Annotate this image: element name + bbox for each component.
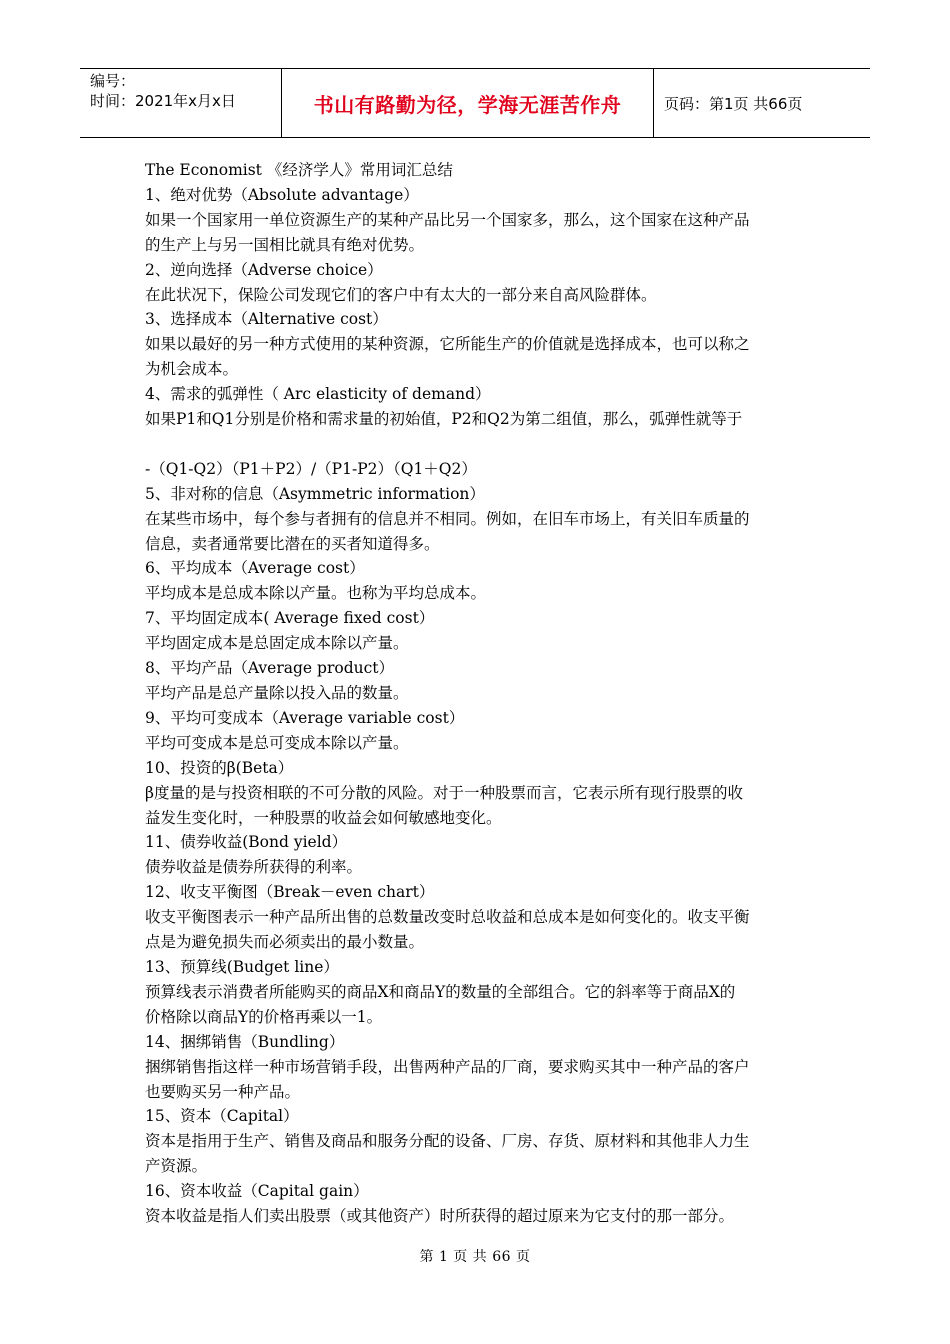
header-motto: 书山有路勤为径，学海无涯苦作舟 (282, 69, 654, 137)
term-heading: 14、捆绑销售（Bundling） (145, 1032, 345, 1051)
paragraph-line: 如果一个国家用一单位资源生产的某种产品比另一个国家多，那么，这个国家在这种产品 (145, 210, 750, 229)
paragraph-line: 为机会成本。 (145, 360, 239, 379)
paragraph-line: 平均固定成本是总固定成本除以产量。 (145, 634, 409, 653)
paragraph-line: 资本收益是指人们卖出股票（或其他资产）时所获得的超过原来为它支付的那一部分。 (145, 1207, 735, 1226)
term-heading: 3、选择成本（Alternative cost） (145, 310, 388, 329)
paragraph-line: 如果P1和Q1分别是价格和需求量的初始值，P2和Q2为第二组值，那么，弧弹性就等于 (145, 410, 743, 429)
paragraph-line: 预算线表示消费者所能购买的商品X和商品Y的数量的全部组合。它的斜率等于商品X的 (145, 982, 736, 1001)
number-label: 编号： (90, 72, 136, 90)
term-heading: 12、收支平衡图（Break－even chart） (145, 883, 435, 902)
blank-line (145, 432, 810, 457)
paragraph-line: 平均产品是总产量除以投入品的数量。 (145, 684, 409, 703)
paragraph-line: 平均成本是总成本除以产量。也称为平均总成本。 (145, 584, 487, 603)
paragraph-line: 捆绑销售指这样一种市场营销手段，出售两种产品的厂商，要求购买其中一种产品的客户 (145, 1057, 750, 1076)
term-heading: 6、平均成本（Average cost） (145, 559, 365, 578)
term-heading: 13、预算线(Budget line） (145, 957, 339, 976)
term-heading: 16、资本收益（Capital gain） (145, 1182, 369, 1201)
term-heading: 9、平均可变成本（Average variable cost） (145, 708, 465, 727)
paragraph-line: 的生产上与另一国相比就具有绝对优势。 (145, 235, 425, 254)
document-body (145, 158, 810, 1229)
document-lines (145, 183, 810, 1229)
paragraph-line: 如果以最好的另一种方式使用的某种资源，它所能生产的价值就是选择成本，也可以称之 (145, 335, 750, 354)
paragraph-line: 产资源。 (145, 1157, 208, 1176)
term-heading: 4、需求的弧弹性（ Arc elasticity of demand） (145, 385, 491, 404)
term-heading: 8、平均产品（Average product） (145, 659, 395, 678)
paragraph-line: 债券收益是债券所获得的利率。 (145, 858, 363, 877)
term-heading: 10、投资的β(Beta） (145, 758, 294, 777)
paragraph-line: 资本是指用于生产、销售及商品和服务分配的设备、厂房、存货、原材料和其他非人力生 (145, 1132, 750, 1151)
header-meta (80, 69, 282, 137)
paragraph-line: 益发生变化时，一种股票的收益会如何敏感地变化。 (145, 808, 502, 827)
term-heading: 5、非对称的信息（Asymmetric information） (145, 484, 485, 503)
paragraph-line: β度量的是与投资相联的不可分散的风险。对于一种股票而言，它表示所有现行股票的收 (145, 783, 743, 802)
page-footer: 第 1 页 共 66 页 (419, 1249, 531, 1265)
paragraph-line: 在此状况下，保险公司发现它们的客户中有太大的一部分来自高风险群体。 (145, 285, 657, 304)
term-heading: 11、债券收益(Bond yield） (145, 833, 348, 852)
paragraph-line: 价格除以商品Y的价格再乘以一1。 (145, 1007, 383, 1026)
document-header (80, 68, 870, 138)
term-heading: 7、平均固定成本( Average fixed cost） (145, 609, 435, 628)
paragraph-line: 信息，卖者通常要比潜在的买者知道得多。 (145, 534, 440, 553)
paragraph-line: 在某些市场中，每个参与者拥有的信息并不相同。例如，在旧车市场上，有关旧车质量的 (145, 509, 750, 528)
paragraph-line: 收支平衡图表示一种产品所出售的总数量改变时总收益和总成本是如何变化的。收支平衡 (145, 908, 750, 927)
paragraph-line: 平均可变成本是总可变成本除以产量。 (145, 733, 409, 752)
header-page-info: 页码：第1页 共66页 (664, 94, 803, 113)
document-title: The Economist 《经济学人》常用词汇总结 (145, 161, 453, 179)
paragraph-line: 点是为避免损失而必须卖出的最小数量。 (145, 933, 425, 952)
paragraph-line: -（Q1-Q2）（P1＋P2）/（P1-P2）（Q1＋Q2） (145, 459, 477, 478)
date-label: 时间：2021年x月x日 (90, 92, 236, 110)
term-heading: 1、绝对优势（Absolute advantage） (145, 185, 419, 204)
term-heading: 2、逆向选择（Adverse choice） (145, 260, 383, 279)
term-heading: 15、资本（Capital） (145, 1107, 299, 1126)
paragraph-line: 也要购买另一种产品。 (145, 1082, 301, 1101)
